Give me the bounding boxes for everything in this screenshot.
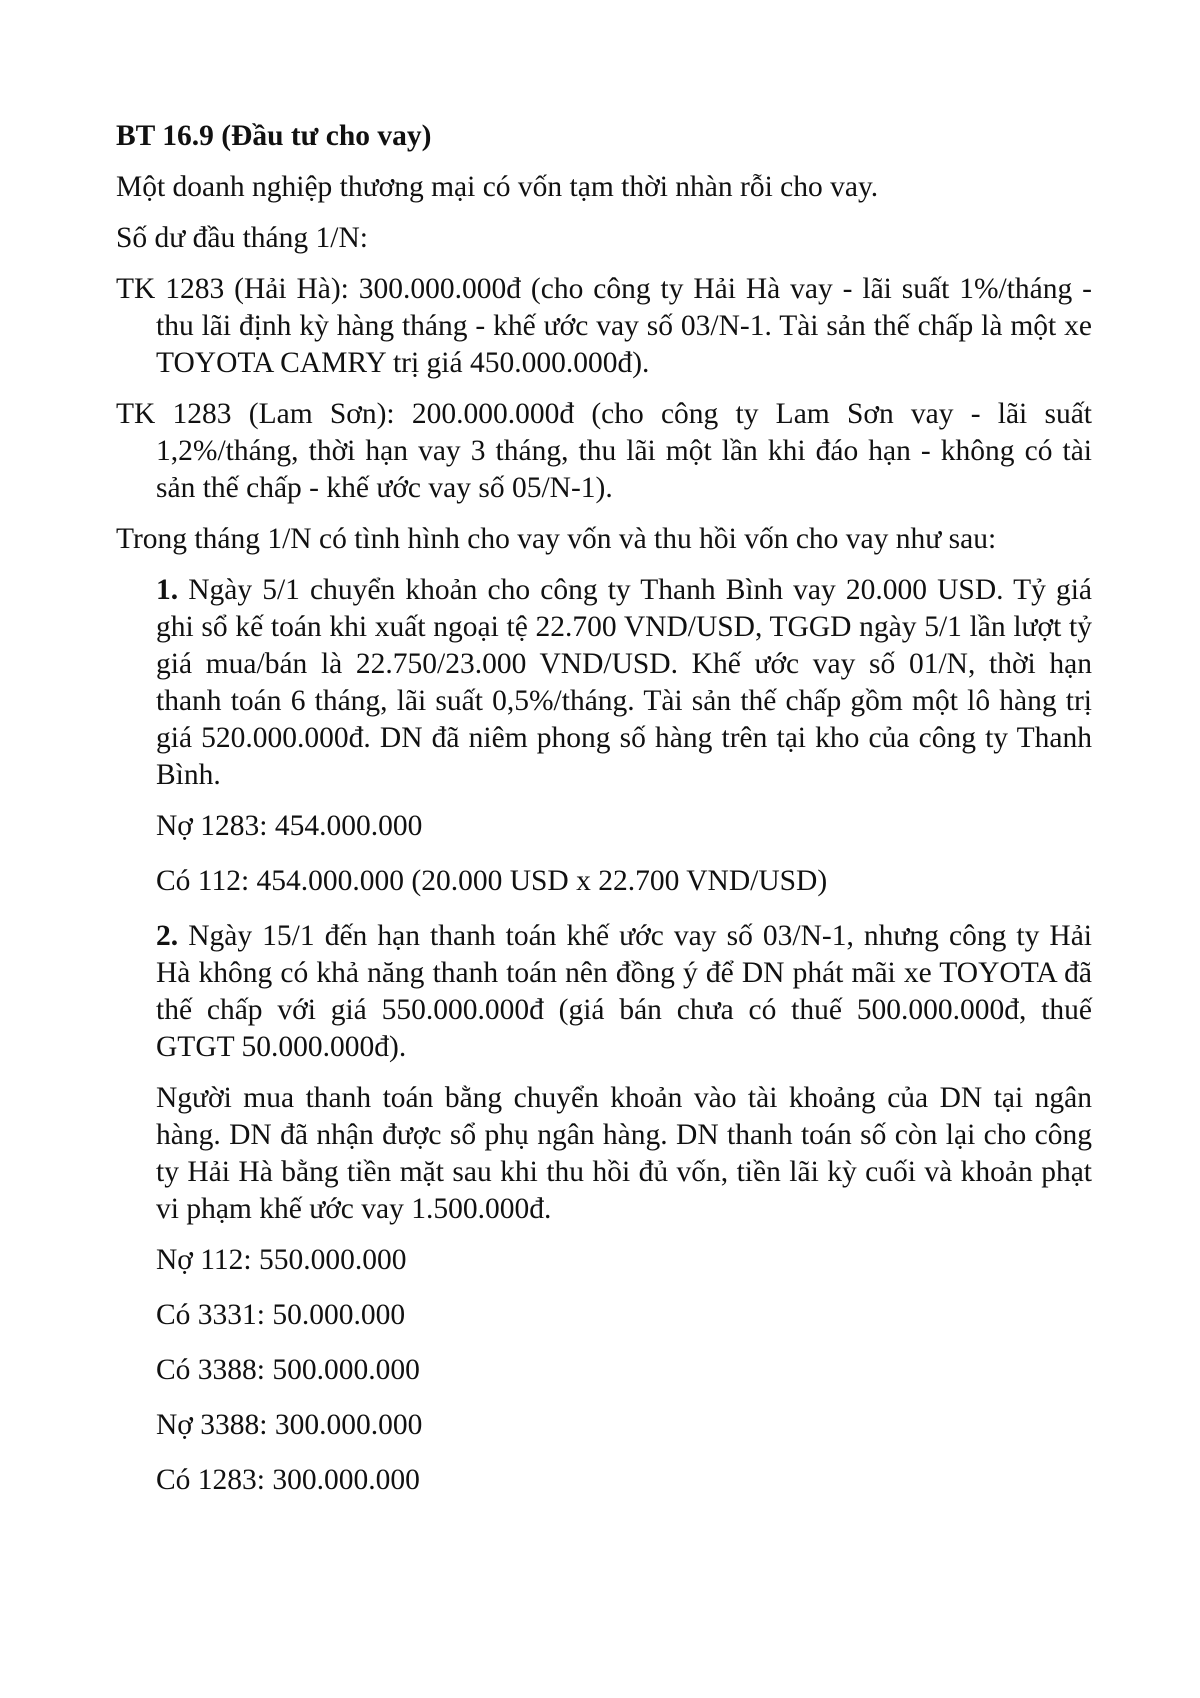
- transaction-text: Ngày 5/1 chuyển khoản cho công ty Thanh Bình vay 20.000 USD. Tỷ giá ghi sổ kế toán khi xuất ngoại tệ 22.700 VND/USD, TGGD ngày 5/1 lần lượt tỷ giá mua/bán là 22.750/23.000 VND/USD. Khế ước vay số 01/N, thời hạn thanh toán 6 tháng, lãi suất 0,5%/tháng. Tài sản thế chấp gồm một lô hàng trị giá 520.000.000đ. DN đã niêm phong số hàng trên tại kho của công ty Thanh Bình.: [156, 574, 1092, 791]
- journal-entry: Có 3388: 500.000.000: [156, 1354, 420, 1386]
- transaction-number: 1.: [156, 574, 179, 606]
- balance-lam-son: TK 1283 (Lam Sơn): 200.000.000đ (cho công ty Lam Sơn vay - lãi suất 1,2%/tháng, thời hạn vay 3 tháng, thu lãi một lần khi đáo hạn - không có tài sản thế chấp - khế ước vay số 05/N-1).: [116, 398, 1092, 504]
- journal-entry: Nợ 3388: 300.000.000: [156, 1409, 423, 1441]
- intro-text: Một doanh nghiệp thương mại có vốn tạm thời nhàn rỗi cho vay.: [116, 171, 879, 203]
- transaction-number: 2.: [156, 920, 179, 952]
- transaction-2-continued: Người mua thanh toán bằng chuyển khoản vào tài khoảng của DN tại ngân hàng. DN đã nhận được sổ phụ ngân hàng. DN thanh toán số còn lại cho công ty Hải Hà bằng tiền mặt sau khi thu hồi đủ vốn, tiền lãi kỳ cuối và khoản phạt vi phạm khế ước vay 1.500.000đ.: [156, 1082, 1092, 1225]
- journal-entry: Nợ 112: 550.000.000: [156, 1244, 407, 1276]
- journal-entry: Có 112: 454.000.000 (20.000 USD x 22.700 VND/USD): [156, 865, 828, 897]
- journal-entry: Có 1283: 300.000.000: [156, 1464, 420, 1496]
- opening-balance-label: Số dư đầu tháng 1/N:: [116, 222, 368, 254]
- activity-label: Trong tháng 1/N có tình hình cho vay vốn và thu hồi vốn cho vay như sau:: [116, 523, 997, 555]
- balance-hai-ha: TK 1283 (Hải Hà): 300.000.000đ (cho công ty Hải Hà vay - lãi suất 1%/tháng - thu lãi định kỳ hàng tháng - khế ước vay số 03/N-1. Tài sản thế chấp là một xe TOYOTA CAMRY trị giá 450.000.000đ).: [116, 273, 1092, 379]
- journal-entry: Nợ 1283: 454.000.000: [156, 810, 423, 842]
- journal-entry: Có 3331: 50.000.000: [156, 1299, 406, 1331]
- transaction-2: [156, 918, 1092, 1066]
- transaction-text: Ngày 15/1 đến hạn thanh toán khế ước vay số 03/N-1, nhưng công ty Hải Hà không có khả năng thanh toán nên đồng ý để DN phát mãi xe TOYOTA đã thế chấp với giá 550.000.000đ (giá bán chưa có thuế 500.000.000đ, thuế GTGT 50.000.000đ).: [156, 920, 1093, 1063]
- transaction-1: [156, 572, 1092, 794]
- exercise-title: BT 16.9 (Đầu tư cho vay): [116, 120, 432, 152]
- document-page: [116, 118, 1092, 1517]
